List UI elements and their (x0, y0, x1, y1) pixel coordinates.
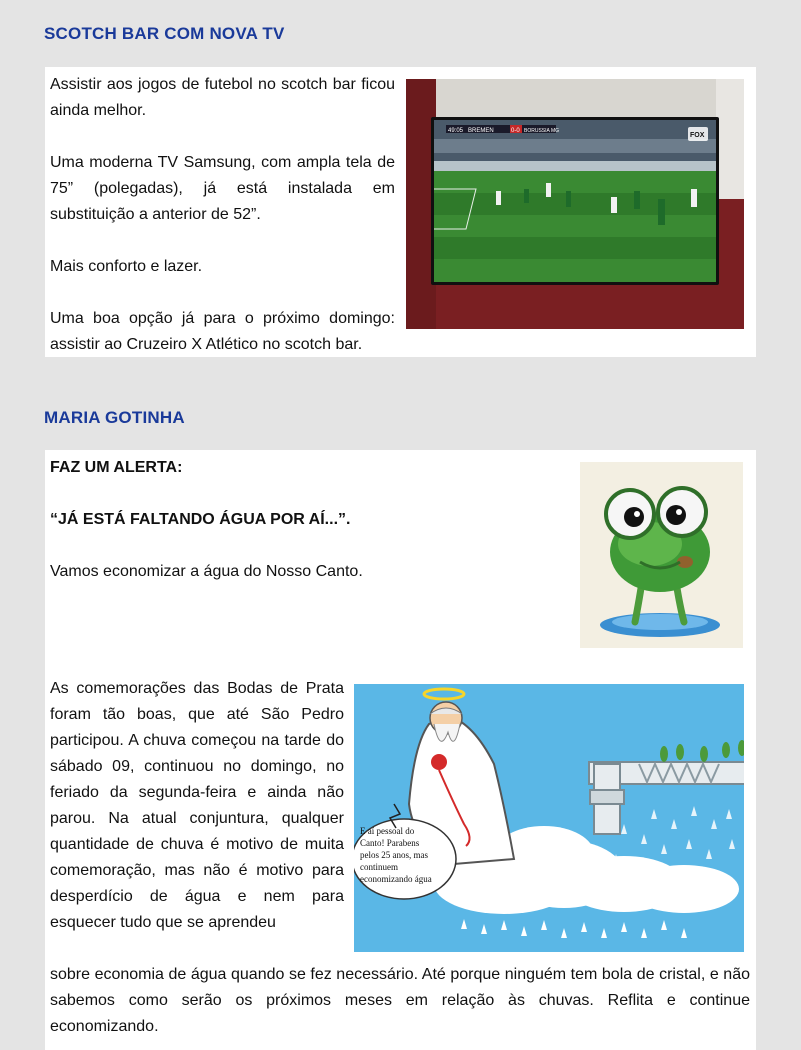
sao-pedro-cartoon (354, 684, 744, 952)
paragraph-intro: Assistir aos jogos de futebol no scotch bar ficou ainda melhor. (50, 76, 395, 119)
paragraph-comfort: Mais conforto e lazer. (50, 258, 203, 275)
alert-text: Vamos economizar a água do Nosso Canto. (50, 563, 363, 580)
speech-line-3: pelos 25 anos, mas (360, 850, 428, 860)
alert-heading: FAZ UM ALERTA: (50, 459, 183, 476)
channel-logo: FOX (690, 132, 705, 139)
paragraph-tv: Uma moderna TV Samsung, com ampla tela de 75” (polegadas), já está instalada em substituição a anterior de 52”. (50, 154, 395, 223)
scoreboard-time: 49:05 (448, 128, 464, 134)
speech-line-5: economizando água (360, 874, 432, 884)
scotch-bar-text (50, 72, 395, 358)
scoreboard-team1: BREMEN (468, 128, 494, 134)
bodas-paragraph-start: As comemorações das Bodas de Prata foram tão boas, que até São Pedro participou. A chuva começou na tarde do sábado 09, continuou no domingo, no feriado da segunda-feira e ainda não parou. Na atual conjuntura, qualquer quantidade de chuva é motivo de muita comemoração, mas não é motivo para desperdício de água e nem para esquecer tudo que se aprendeu (50, 680, 344, 931)
maria-gotinha-frog-illustration (580, 462, 743, 648)
speech-line-1: E aí pessoal do (360, 826, 415, 836)
section-title-scotch-bar: SCOTCH BAR COM NOVA TV (44, 24, 285, 43)
scoreboard-team2: BORUSSIA MG (524, 128, 560, 134)
bodas-text-bottom (50, 962, 750, 1040)
alert-block (50, 455, 550, 585)
bodas-text-top (50, 676, 344, 936)
speech-line-2: Canto! Parabens (360, 838, 420, 848)
paragraph-sunday: Uma boa opção já para o próximo domingo: assistir ao Cruzeiro X Atlético no scotch bar. (50, 310, 395, 353)
bodas-paragraph-end: sobre economia de água quando se fez necessário. Até porque ninguém tem bola de cristal, e não sabemos como serão os próximos meses em relação às chuvas. Reflita e continue economizando. (50, 966, 750, 1035)
maria-gotinha-card (45, 450, 756, 1050)
scotch-bar-card (45, 67, 756, 357)
scoreboard-score: 0-0 (511, 128, 520, 134)
tv-photo (406, 79, 744, 329)
speech-line-4: continuem (360, 862, 398, 872)
alert-quote: “JÁ ESTÁ FALTANDO ÁGUA POR AÍ...”. (50, 511, 351, 528)
section-title-maria-gotinha: MARIA GOTINHA (44, 408, 185, 427)
